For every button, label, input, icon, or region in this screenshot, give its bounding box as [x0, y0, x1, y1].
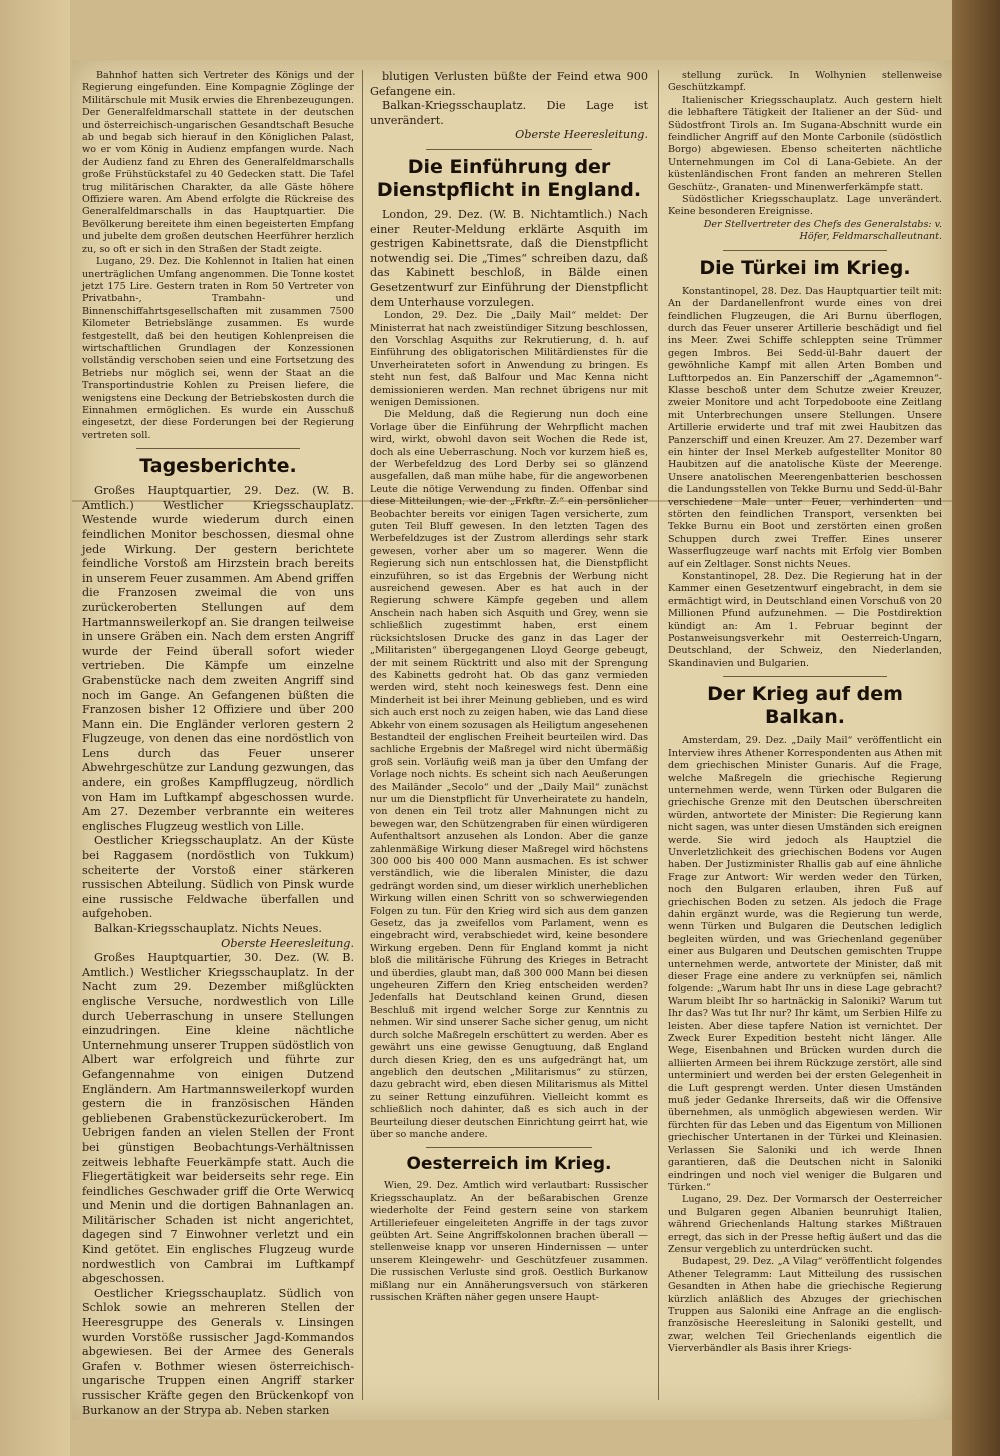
- divider: [136, 448, 299, 449]
- article-continuation: Bahnhof hatten sich Vertreter des Königs und der Regierung eingefunden. Eine Kompagnie Zöglinge der Militärschule mit Musik erwies die Ehrenbezeugungen. Der Generalfeldmarschall stattete in der deutschen und österreichisch-ungarischen Gesandtschaft Besuche ab und begab sich hierauf in den Königlichen Palast, wo er vom König in Audienz empfangen wurde. Nach der Audienz fand zu Ehren des Generalfeldmarschalls große Frühstückstafel zu 40 Gedecken statt. Die Tafel trug militärischen Charakter, da alle Gäste höhere Offiziere waren. Am Abend erfolgte die Rückreise des Generalfeldmarschalls in das Hauptquartier. Die Bevölkerung bereitete ihm einen begeisterten Empfang und jubelte dem großen deutschen Heerführer herzlich zu, so oft er sich in den Straßen der Stadt zeigte.: [82, 70, 354, 255]
- balkan-headline: Der Krieg auf dem Balkan.: [707, 683, 903, 729]
- divider: [426, 149, 593, 150]
- italian-front: Italienischer Kriegsschauplatz. Auch gestern hielt die lebhaftere Tätigkeit der Italiener an der Süd- und Südostfront Tirols an. Im Sugana-Abschnitt wurde ein feindlicher Angriff auf den Monte Carbonile (südöstlich Borgo) abgewiesen. Ebenso scheiterten nächtliche Unternehmungen im Col di Lana-Gebiete. An der küstenländischen Front fanden an mehreren Stellen Geschütz-, Granaten- und Minenwerferkämpfe statt.: [668, 94, 942, 193]
- konstantinopel-report-1: Konstantinopel, 28. Dez. Das Hauptquartier teilt mit: An der Dardanellenfront wurde eines von drei feindlichen Flugzeugen, die Ari Burnu überflogen, durch das Feuer unserer Artillerie beschädigt und fiel ins Meer. Zwei Schiffe schleppten seine Trümmer gegen Imbros. Bei Sedd-ül-Bahr dauert der gewöhnliche Kampf mit allen Arten Bomben und Lufttorpedos an. Ein Panzerschiff der „Agamemnon“-Klasse beschoß unter dem Schutze zweier Kreuzer, zweier Monitore und acht Torpedoboote eine Zeitlang mit Unterbrechungen unsere Stellungen. Unsere Artillerie erwiderte und traf mit zwei Haubitzen das Panzerschiff und einen Kreuzer. Am 27. Dezember warf ein hinter der Insel Merkeb aufgestellter Monitor 80 Haubitzen auf die anatolische Küste der Meerenge. Unsere anatolischen Meerengenbatterien beschossen die Landungsstellen von Tekke Burnu und Sedd-ül-Bahr verschiedene Male unter Feuer, verhinderten und störten den feindlichen Transport, versenkten bei Tekke Burnu ein Boot und zerstörten einen großen Schuppen durch zwei Treffer. Eines unserer Wasserflugzeuge warf nachts mit Erfolg vier Bomben auf ein Zeltlager. Sonst nichts Neues.: [668, 285, 942, 570]
- report-30-dec-east: Oestlicher Kriegsschauplatz. Südlich von Schlok sowie an mehreren Stellen der Heeresgruppe des Generals v. Linsingen wurden Vorstöße russischer Jagd-Kommandos abgewiesen. Bei der Armee des Generals Grafen v. Bothmer wiesen österreichisch-ungarische Truppen einen Angriff starker russischer Kräfte gegen den Brückenkopf von Burkanow an der Strypa ab. Neben starken: [82, 1286, 354, 1417]
- wien-report: Wien, 29. Dez. Amtlich wird verlautbart: Russischer Kriegsschauplatz. An der beßarabischen Grenze wiederholte der Feind gestern seine von starkem Artilleriefeuer eingeleiteten Angriffe in der tags zuvor geübten Art. Seine Angriffskolonnen brachen überall — stellenweise knapp vor unseren Hindernissen — unter unserem Kleingewehr- und Geschützfeuer zusammen. Die russischen Verluste sind groß. Oestlich Burkanow mißlang nur ein Annäherungsversuch von stärkeren russischen Kräften näher gegen unsere Haupt-: [370, 1180, 648, 1303]
- balkan-status: Balkan-Kriegsschauplatz. Die Lage ist unverändert.: [370, 99, 648, 127]
- binding-edge: [952, 0, 1000, 1456]
- report-29-dec: Großes Hauptquartier, 29. Dez. (W. B. Amtlich.) Westlicher Kriegsschauplatz. Westende wurde wiederum durch einen feindlichen Monitor beschossen, diesmal ohne jede Wirkung. Der gestern berichtete feindliche Vorstoß am Hirzstein brach bereits in unserem Feuer zusammen. Am Abend griffen die Franzosen zweimal die von uns zurückeroberten Stellungen auf dem Hartmannsweilerkopf an. Sie drangen teilweise in unsere Gräben ein. Nach dem ersten Angriff wurde der Feind überall sofort wieder vertrieben. Die Kämpfe um einzelne Grabenstücke nach dem zweiten Angriff sind noch im Gange. An Gefangenen büßten die Franzosen bisher 12 Offiziere und über 200 Mann ein. Die Engländer verloren gestern 2 Flugzeuge, von denen das eine nordöstlich von Lens durch das Feuer unserer Abwehrgeschütze zur Landung gezwungen, das andere, ein großes Kampfflugzeug, nördlich von Ham im Luftkampf abgeschossen wurde. Am 27. Dezember verbrannte ein weiteres englisches Flugzeug westlich von Lille.: [82, 484, 354, 833]
- divider: [426, 1147, 593, 1148]
- article-continuation: stellung zurück. In Wolhynien stellenweise Geschützkampf.: [668, 70, 942, 94]
- tagesberichte-headline: Tagesberichte.: [139, 455, 297, 478]
- southeast-front: Südöstlicher Kriegsschauplatz. Lage unverändert. Keine besonderen Ereignisse.: [668, 194, 942, 218]
- column-3: [668, 70, 942, 1410]
- page-margin-left: [0, 0, 70, 1456]
- divider: [723, 250, 887, 251]
- amsterdam-report: Amsterdam, 29. Dez. „Daily Mail“ veröffentlicht ein Interview ihres Athener Korrespondenten aus Athen mit dem griechischen Minister Gunaris. Auf die Frage, welche Maßregeln die griechische Regierung unternehmen werde, wenn Türken oder Bulgaren die griechische Grenze mit den Deutschen überschreiten würden, antwortete der Minister: Die Regierung kann nicht sagen, was unter diesen Umständen sich ereignen werde. Sie wird jedoch als Hauptziel die Unverletzlichkeit des griechischen Bodens vor Augen haben. Der Justizminister Rhallis gab auf eine ähnliche Frage zur Antwort: Wir werden weder den Türken, noch den Bulgaren erlauben, ihren Fuß auf griechischen Boden zu setzen. Als jedoch die Frage dahin ergänzt wurde, was die Regierung tun werde, wenn Türken und Bulgaren die Deutschen lediglich begleiten würden, und was Griechenland gegenüber einer aus Bulgaren und Deutschen gemischten Truppe unternehmen werde, antwortete der Minister, daß mit dieser Frage eine andere zu verknüpfen sei, nämlich folgende: „Warum habt Ihr uns in diese Lage gebracht? Warum bleibt Ihr so hartnäckig in Saloniki? Warum tut Ihr das? Was tut Ihr nur? Ihr kämt, um Serbien Hilfe zu leisten. Aber diese tapfere Nation ist vernichtet. Der Zweck Eurer Expedition besteht nicht länger. Alle Wege, Eisenbahnen und Brücken wurden durch die alliierten Armeen bei ihrem Rückzuge zerstört, alle sind unterminiert und werden bei der ersten Gelegenheit in die Luft gesprengt werden. Unter diesen Umständen muß jeder Gedanke Ihrerseits, daß wir die Offensive übernehmen, als unmöglich abgewiesen werden. Wir fürchten für das Leben und das Eigentum von Millionen griechischer Untertanen in der Türkei und Kleinasien. Verlassen Sie Saloniki und ich werde Ihnen garantieren, daß die Deutschen nicht in Saloniki eindringen und noch viel weniger die Bulgaren und Türken.“: [668, 735, 942, 1193]
- dienstpflicht-headline: Die Einführung der Dienstpflicht in England.: [376, 155, 642, 201]
- signature-ohl: Oberste Heeresleitung.: [515, 128, 648, 142]
- column-rule-1: [362, 70, 363, 1400]
- report-29-dec-balkan: Balkan-Kriegsschauplatz. Nichts Neues.: [94, 922, 322, 935]
- signature-ohl: Oberste Heeresleitung.: [221, 936, 354, 950]
- london-lead: London, 29. Dez. (W. B. Nichtamtlich.) Nach einer Reuter-Meldung erklärte Asquith im gestrigen Kabinettsrate, daß die Dienstpflicht notwendig sei. Die „Times“ schreiben dazu, daß das Kabinett beschloß, in Bälde einen Gesetzentwurf zur Einführung der Dienstpflicht dem Unterhause vorzulegen.: [370, 207, 648, 309]
- divider: [723, 676, 887, 677]
- london-daily-mail: London, 29. Dez. Die „Daily Mail“ meldet: Der Ministerrat hat nach zweistündiger Sitzung beschlossen, den Vorschlag Asquiths zur Rekrutierung, d. h. auf Einführung des obligatorischen Militärdienstes für die Unverheirateten sofort in Anwendung zu bringen. Es steht nun fest, daß Balfour und Mac Kenna nicht demissionieren werden. Man rechnet übrigens nur mit wenigen Demissionen.: [370, 310, 648, 408]
- report-29-dec-east: Oestlicher Kriegsschauplatz. An der Küste bei Raggasem (nordöstlich von Tukkum) scheiterte der Vorstoß einer stärkeren russischen Abteilung. Südlich von Pinsk wurde eine russische Feldwache überfallen und aufgehoben.: [82, 834, 354, 921]
- lugano-report: Lugano, 29. Dez. Die Kohlennot in Italien hat einen unerträglichen Umfang angenommen. Die Tonne kostet jetzt 175 Lire. Gestern traten in Rom 50 Vertreter von Privatbahn-, Trambahn- und Binnenschiffahrtsgesellschaften mit zusammen 7500 Kilometer Betriebslänge zusammen. Es wurde festgestellt, daß bei den heutigen Kohlenpreisen die wirtschaftlichen Grundlagen der Konzessionen vollständig verschoben seien und eine Fortsetzung des Betriebs nur möglich sei, wenn der Staat an die Transportindustrie Kohlen zu Preisen liefere, die wenigstens eine Deckung der Betriebskosten durch die Einnahmen ermöglichen. Es wurde ein Ausschuß eingesetzt, der diese Forderungen bei der Regierung vertreten soll.: [82, 256, 354, 441]
- column-2: [370, 70, 648, 1410]
- column-rule-2: [658, 70, 659, 1400]
- column-1: [82, 70, 354, 1417]
- report-30-dec: Großes Hauptquartier, 30. Dez. (W. B. Amtlich.) Westlicher Kriegsschauplatz. In der Nacht zum 29. Dezember mißglückten englische Versuche, nordwestlich von Lille durch Ueberraschung in unsere Stellungen einzudringen. Eine kleine nächtliche Unternehmung unserer Truppen südöstlich von Albert war erfolgreich und führte zur Gefangennahme von einigen Dutzend Engländern. Am Hartmannsweilerkopf wurden gestern die in französischen Händen gebliebenen Grabenstückezurückerobert. Im Uebrigen fanden an vielen Stellen der Front bei günstigen Beobachtungs-Verhältnissen zeitweis lebhafte Feuerkämpfe statt. Auch die Fliegertätigkeit war beiderseits sehr rege. Ein feindliches Geschwader griff die Orte Werwicq und Menin und die dortigen Bahnanlagen an. Militärischer Schaden ist nicht angerichtet, dagegen sind 7 Einwohner verletzt und ein Kind getötet. Ein englisches Flugzeug wurde nordwestlich von Cambrai im Luftkampf abgeschossen.: [82, 951, 354, 1286]
- article-continuation: blutigen Verlusten büßte der Feind etwa 900 Gefangene ein.: [370, 70, 648, 98]
- oesterreich-headline: Oesterreich im Krieg.: [406, 1154, 612, 1175]
- commentary: Die Meldung, daß die Regierung nun doch eine Vorlage über die Einführung der Wehrpflicht machen wird, wirkt, obwohl davon seit Wochen die Rede ist, doch als eine Ueberraschung. Noch vor kurzem hieß es, der Werbefeldzug des Lord Derby sei so glänzend ausgefallen, daß man mühe habe, für die angeworbenen Leute die nötige Verwendung zu finden. Offenbar sind diese Mitteilungen, wie der „Frkftr. Z.“ ein persönlicher Beobachter bereits vor einigen Tagen versicherte, zum guten Teil Bluff gewesen. In den letzten Tagen des Werbefeldzuges ist der Zustrom allerdings sehr stark gewesen, vorher aber um so magerer. Wenn die Regierung sich nun entschlossen hat, die Dienstpflicht einzuführen, so ist das Ergebnis der Werbung nicht ausreichend gewesen. Aber es hat auch in der Regierung schwere Kämpfe gegeben und allem Anschein nach haben sich Asquith und Grey, wenn sie schließlich zugestimmt haben, erst einem rücksichtslosen Drucke des ganz in das Lager der „Militaristen“ übergegangenen Lloyd George gebeugt, der mit seinem Rücktritt und also mit der Sprengung des Kabinetts gedroht hat. Ob das ganz vermieden werden wird, steht noch keineswegs fest. Denn eine Minderheit ist bei ihrer Meinung geblieben, und es wird sich auch erst noch zu zeigen haben, wie das Land diese Abkehr von einem sozusagen als Heiligtum angesehenen Bestandteil der englischen Freiheit beurteilen wird. Das sachliche Ergebnis der Maßregel wird nicht übermäßig groß sein. Vorläufig weiß man ja über den Umfang der Vorlage noch nichts. Es scheint sich nach Aeußerungen des Mailänder „Secolo“ und der „Daily Mail“ zunächst nur um die Dienstpflicht für Unverheiratete zu handeln, von denen ein Teil trotz aller Mahnungen nicht zu bewegen war, den Schützengraben für einen würdigeren Aufenthaltsort anzusehen als London. Aber die ganze zahlenmäßige Wirkung dieser Maßregel wird höchstens 300 000 bis 400 000 Mann ausmachen. Es ist schwer verständlich, wie die liberalen Minister, die dazu gedrängt worden sind, um dieser wirklich unerheblichen Wirkung willen einen Schritt von so schwerwiegenden Folgen zu tun. Für den Krieg wird sich aus dem ganzen Gesetz, das ja zweifellos vom Parlament, wenn es eingebracht wird, verabschiedet wird, keine besondere Wirkung ergeben. Denn für England kommt ja nicht bloß die militärische Führung des Krieges in Betracht und überdies, glaubt man, daß 300 000 Mann bei diesen ungeheuren Ziffern den Krieg entscheiden werden? Jedenfalls hat Deutschland keinen Grund, diesen Beschluß mit irgend welcher Sorge zur Kenntnis zu nehmen. Wir sind unserer Sache sicher genug, um nicht durch solche Maßregeln erschüttert zu werden. Aber es gewährt uns eine gewisse Genugtuung, daß England durch diesen Krieg, den es uns aufgedrängt hat, um angeblich den deutschen „Militarismus“ zu stürzen, dazu gebracht wird, eben diesen Militarismus als Mittel zu seiner Rettung einzuführen. Vielleicht kommt es schließlich noch dahinter, daß es sich auch in der Beurteilung dieser deutschen Einrichtung geirrt hat, wie über so manche andere.: [370, 409, 648, 1140]
- lugano-report-2: Lugano, 29. Dez. Der Vormarsch der Oesterreicher und Bulgaren gegen Albanien beunruhigt Italien, während Griechenlands Haltung starkes Mißtrauen erregt, das sich in der Presse heftig äußert und das die Zensur vergeblich zu unterdrücken sucht.: [668, 1194, 942, 1255]
- signature-hoefer: Der Stellvertreter des Chefs des Generalstabs: v. Höfer, Feldmarschalleutnant.: [703, 218, 942, 243]
- tuerkei-headline: Die Türkei im Krieg.: [699, 256, 911, 279]
- konstantinopel-report-2: Konstantinopel, 28. Dez. Die Regierung hat in der Kammer einen Gesetzentwurf eingebracht, in dem sie ermächtigt wird, in Deutschland einen Vorschuß von 20 Millionen Pfund aufzunehmen. — Die Postdirektion kündigt an: Am 1. Februar beginnt der Postanweisungsverkehr mit Oesterreich-Ungarn, Deutschland, der Schweiz, den Niederlanden, Skandinavien und Bulgarien.: [668, 571, 942, 669]
- budapest-report: Budapest, 29. Dez. „A Vilag“ veröffentlicht folgendes Athener Telegramm: Laut Mitteilung des russischen Gesandten in Athen habe die griechische Regierung kürzlich anläßlich des Abzuges der griechischen Truppen aus Saloniki eine Anfrage an die englisch-französische Heeresleitung in Saloniki gestellt, und zwar, welchen Teil Griechenlands eigentlich die Vierverbändler als Basis ihrer Kriegs-: [668, 1256, 942, 1355]
